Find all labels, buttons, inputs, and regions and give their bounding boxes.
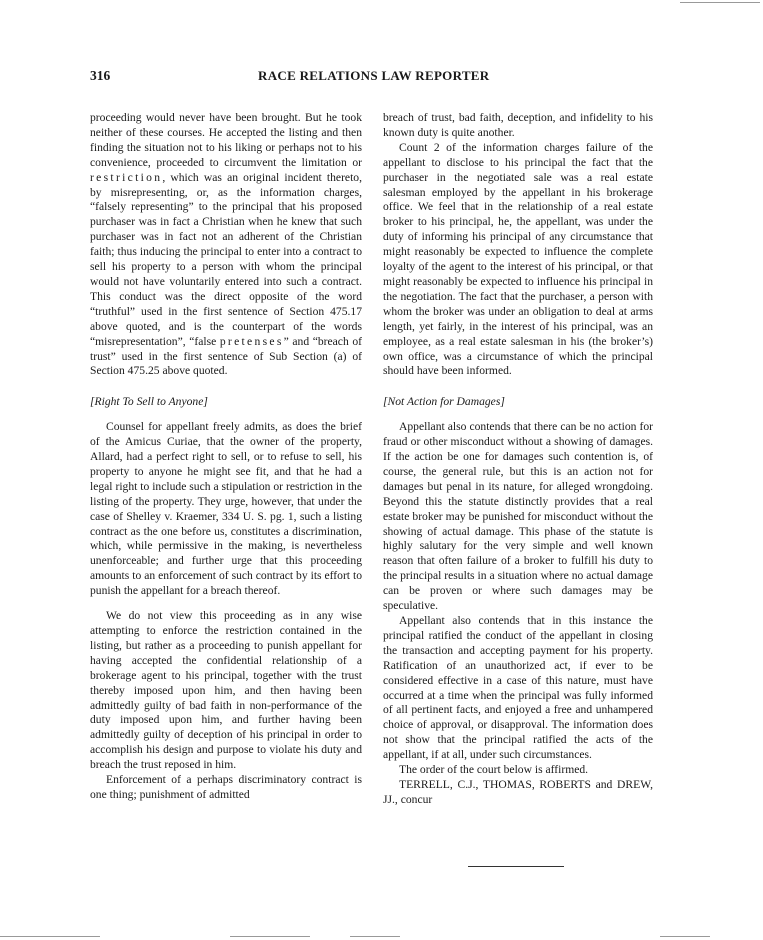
paragraph: Enforcement of a perhaps discriminatory contract is one thing; punishment of admitted [90, 773, 362, 801]
signature-line: TERRELL, C.J., THOMAS, ROBERTS and DREW, JJ., concur [383, 777, 653, 806]
spaced-word: restriction [90, 170, 163, 184]
page-number: 316 [90, 68, 111, 83]
left-column [90, 111, 362, 803]
running-head: RACE RELATIONS LAW REPORTER [258, 68, 490, 83]
paragraph: breach of trust, bad faith, deception, and infidelity to his known duty is quite another. [383, 111, 653, 139]
paragraph: Count 2 of the information charges failure of the appellant to disclose to his principal the fact that the purchaser in the negotiated sale was a real estate salesman employed by the appellant in his brokerage office. We feel that in the relationship of a real estate broker to his principal, he, the appellant, was under the duty of informing his principal of any circumstance that might reasonably be expected to influence the complete loyalty of the agent to the interest of his principal, or that might reasonably be expected to influence his principal in the negotiation. The fact that the purchaser, a person with whom the broker was under an obligation to deal at arms length, yet fairly, in the interest of his principal, was an employee, as a real estate salesman in his (the broker’s) own office, was a circumstance of which the principal should have been informed. [383, 140, 653, 378]
paragraph: The order of the court below is affirmed. [399, 763, 589, 777]
spaced-word: pretenses [219, 334, 284, 348]
scan-mark [680, 2, 760, 3]
right-column [383, 111, 653, 808]
page-header [90, 68, 665, 88]
section-heading: [Not Action for Damages] [383, 395, 505, 409]
paragraph: proceeding would never have been brought. But he took neither of these courses. He accepted the listing and then finding the situation not to his liking or perhaps not to his convenience, proceeded to circumvent the limitation or restriction, which was an original incident thereto, by misrepresenting, or, as the information charges, “falsely representing” to the principal that his proposed purchaser was in fact a Christian when he knew that such purchaser was in fact not an adherent of the Christian faith; thus inducing the principal to enter into a contract to sell his property to a person with whom the principal would not have voluntarily entered into such a contract. This conduct was the direct opposite of the word “truthful” used in the first sentence of Section 475.17 above quoted, and is the counterpart of the words “misrepresentation”, “false pretenses” and “breach of trust” used in the first sentence of Sub Section (a) of Section 475.25 above quoted. [90, 111, 362, 378]
paragraph: Counsel for appellant freely admits, as does the brief of the Amicus Curiae, that the owner of the property, Allard, had a perfect right to sell, or to refuse to sell, his property to anyone he might see fit, and that he had a legal right to include such a stipulation or restriction in the listing of the property. They urge, however, that under the case of Shelley v. Kraemer, 334 U. S. pg. 1, such a listing contract as the one before us, constitutes a discrimination, which, while permissive in the making, is nevertheless unenforceable; and further urge that this proceeding amounts to an enforcement of such contract by its effort to punish the appellant for a breach thereof. [90, 420, 362, 598]
scan-mark [660, 936, 710, 937]
paragraph: Appellant also contends that in this instance the principal ratified the conduct of the appellant in closing the transaction and accepting payment for his property. Ratification of an unauthorized act, if ever to be considered effective in a case of this nature, must have occurred at a time when the principal was fully informed of all pertinent facts, and enjoyed a free and unhampered choice of approval, or disapproval. The information does not show that the principal ratified the acts of the appellant, if at all, under such circumstances. [383, 614, 653, 762]
closing-rule [468, 866, 564, 867]
paragraph: Appellant also contends that there can be no action for fraud or other misconduct without a showing of damages. If the action be one for damages such contention is, of course, the general rule, but this is an action not for damages but penal in its nature, for alleged wrongdoing. Beyond this the statute distinctly provides that a real estate broker may be punished for misconduct without the showing of actual damage. This phase of the statute is highly salutary for the very simple and well known reason that often failure of a broker to fulfill his duty to the principal results in a situation where no actual damage can be proven or where such damages may be speculative. [383, 420, 653, 613]
paragraph: We do not view this proceeding as in any wise attempting to enforce the restriction contained in the listing, but rather as a proceeding to punish appellant for having accepted the confidential relationship of a brokerage agent to his principal, together with the trust thereby imposed upon him, and then having been admittedly guilty of bad faith in non-performance of the duty imposed upon him, and further having been admittedly guilty of deception of his principal in order to accomplish his design and purpose to violate his duty and breach the trust reposed in him. [90, 609, 362, 772]
scan-mark [230, 936, 310, 937]
scan-mark [350, 936, 400, 937]
section-heading: [Right To Sell to Anyone] [90, 395, 208, 409]
scan-mark [0, 936, 100, 937]
